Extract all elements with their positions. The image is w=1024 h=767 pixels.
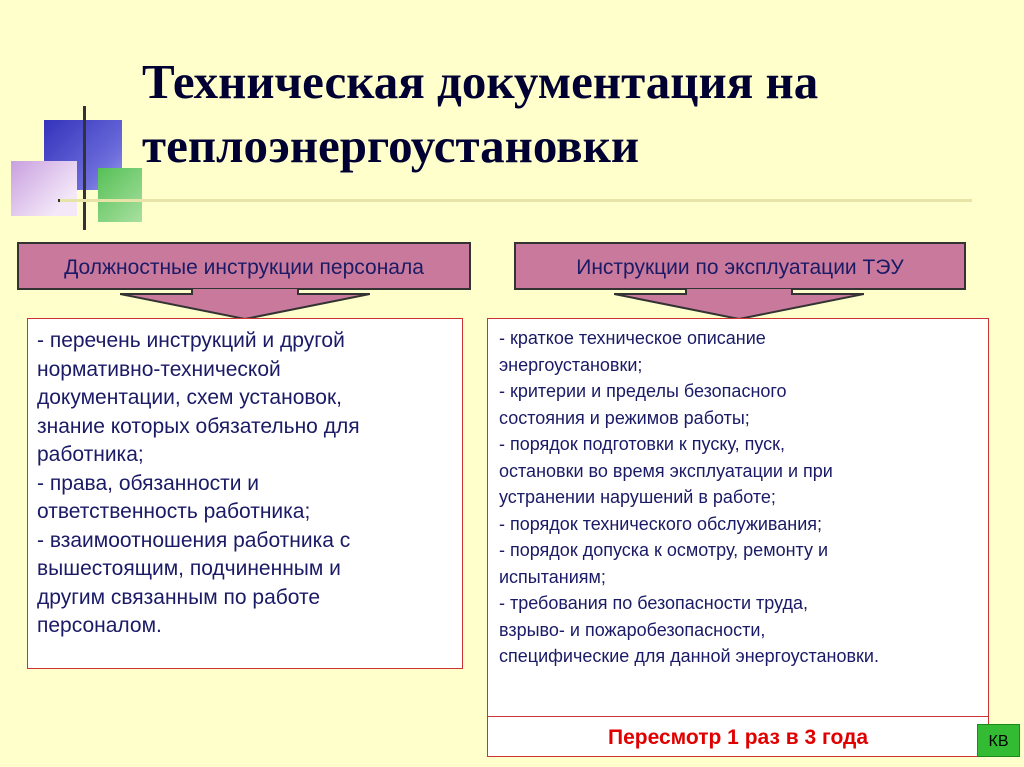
right-line: состояния и режимов работы; xyxy=(499,407,750,428)
title-underline xyxy=(60,199,972,202)
left-line: - перечень инструкций и другой xyxy=(37,329,345,352)
left-line: нормативно-технической xyxy=(37,357,281,381)
left-content-box xyxy=(27,318,463,669)
kb-button[interactable]: КВ xyxy=(977,724,1020,757)
review-divider xyxy=(487,716,989,717)
left-line: - права, обязанности и xyxy=(37,471,260,495)
right-down-arrow-icon xyxy=(614,288,864,320)
left-line: знание которых обязательно для xyxy=(37,414,360,438)
right-line: - порядок технического обслуживания; xyxy=(499,513,823,534)
decor-green-square xyxy=(98,168,142,222)
right-line: - требования по безопасности труда, xyxy=(499,593,809,613)
left-line: персоналом. xyxy=(37,614,162,637)
left-line: другим связанным по работе xyxy=(37,585,321,609)
right-line: - критерии и пределы безопасного xyxy=(499,381,787,401)
right-line: - порядок подготовки к пуску, пуск, xyxy=(499,434,786,454)
right-line: остановки во время эксплуатации и при xyxy=(499,460,833,481)
left-line: работника; xyxy=(37,443,144,466)
left-header-label: Должностные инструкции персонала xyxy=(64,256,424,279)
slide-title xyxy=(142,50,1002,178)
right-line: - порядок допуска к осмотру, ремонту и xyxy=(499,540,829,560)
title-line-1: Техническая документация на xyxy=(142,54,819,109)
decor-vertical-line xyxy=(83,106,86,230)
right-content-box xyxy=(487,318,989,757)
left-line: документации, схем установок, xyxy=(37,386,342,409)
right-line: взрыво- и пожаробезопасности, xyxy=(499,619,766,640)
title-line-2: теплоэнергоустановки xyxy=(142,118,640,173)
right-line: испытаниям; xyxy=(499,566,606,587)
right-line: энергоустановки; xyxy=(499,354,643,375)
left-line: ответственность работника; xyxy=(37,500,311,523)
decor-pink-square xyxy=(11,161,77,216)
left-header-box xyxy=(17,242,471,290)
left-line: вышестоящим, подчиненным и xyxy=(37,557,341,580)
right-header-label: Инструкции по эксплуатации ТЭУ xyxy=(576,256,904,279)
right-header-box xyxy=(514,242,966,290)
left-down-arrow-icon xyxy=(120,288,370,320)
review-note: Пересмотр 1 раз в 3 года xyxy=(607,726,869,749)
right-line: - краткое техническое описание xyxy=(499,328,766,348)
right-line: специфические для данной энергоустановки. xyxy=(499,646,879,666)
left-line: - взаимоотношения работника с xyxy=(37,528,351,552)
right-line: устранении нарушений в работе; xyxy=(499,487,776,507)
